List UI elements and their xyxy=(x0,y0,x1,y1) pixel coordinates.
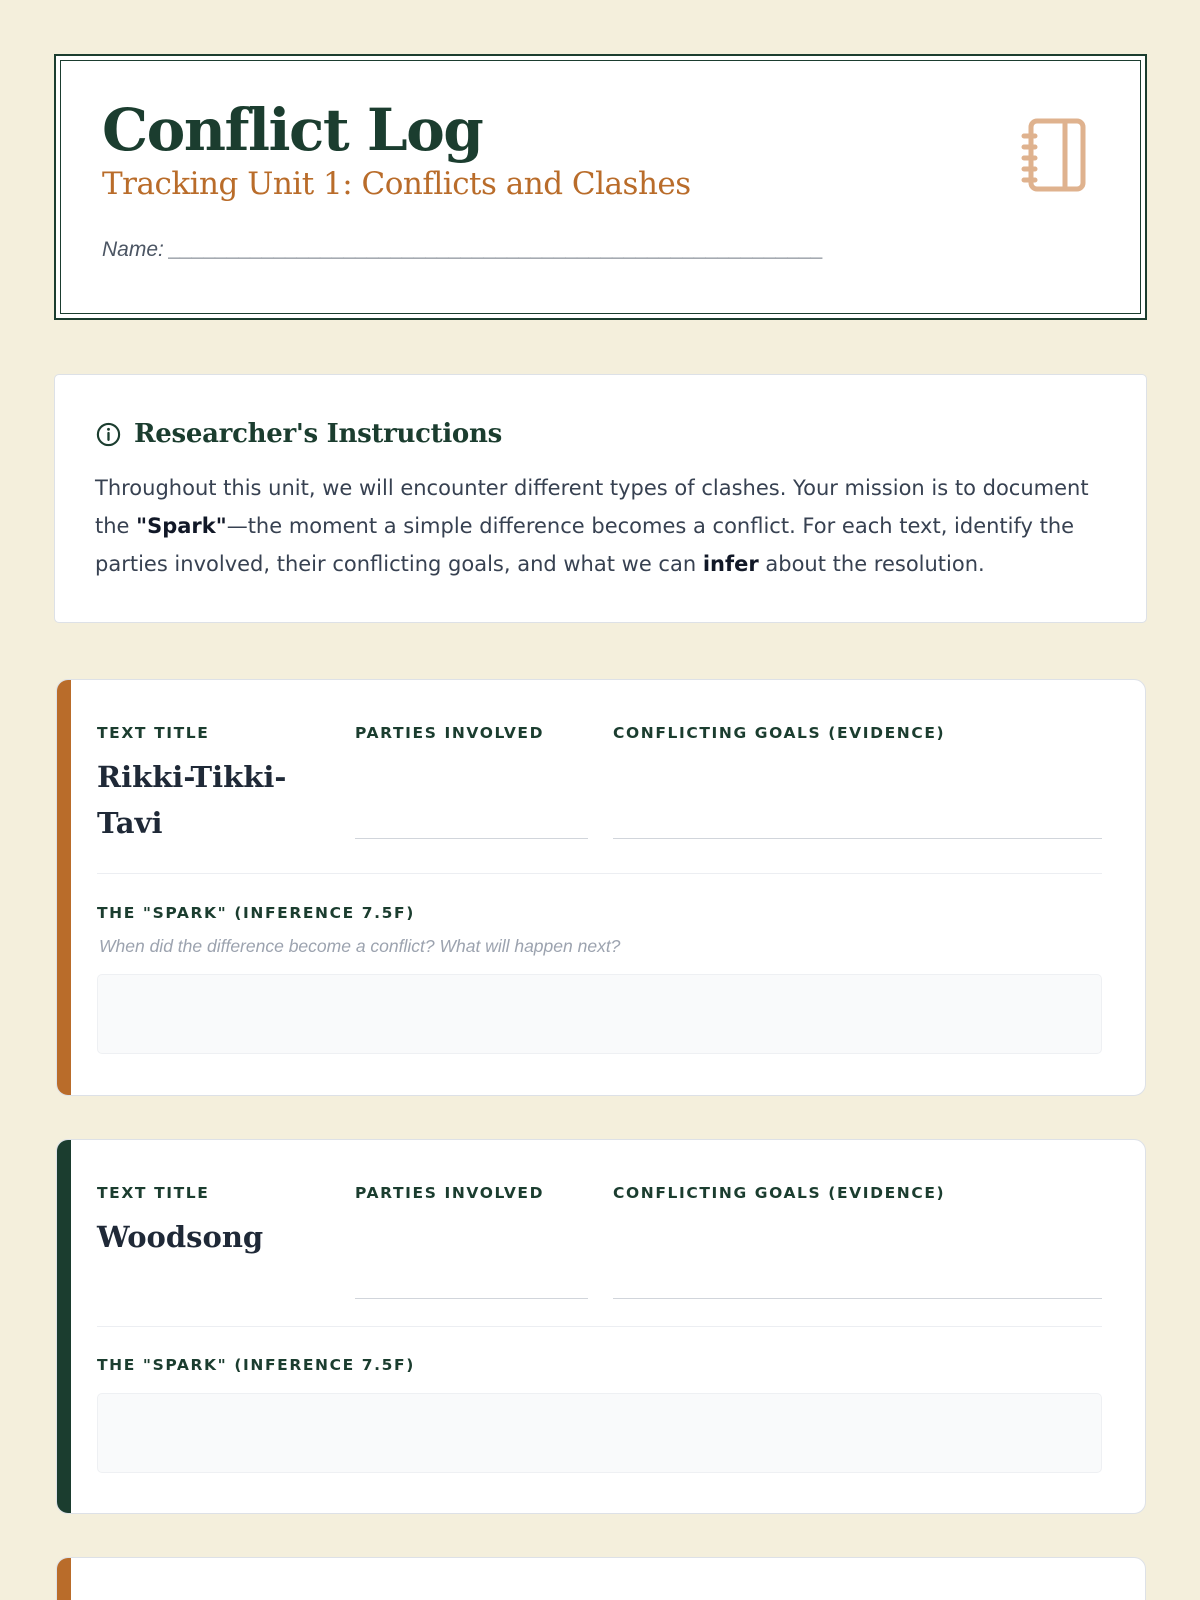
parties-label: PARTIES INVOLVED xyxy=(355,1184,545,1202)
entry-accent-bar xyxy=(57,1558,71,1600)
conflict-entry-card xyxy=(56,1139,1146,1514)
conflict-entry-card xyxy=(56,679,1146,1096)
spark-answer-box[interactable] xyxy=(97,974,1102,1054)
entry-divider xyxy=(97,873,1102,874)
text-title-label: TEXT TITLE xyxy=(97,724,210,742)
text-title-value: Woodsong xyxy=(97,1220,264,1254)
instructions-title: Researcher's Instructions xyxy=(134,419,502,449)
spark-term: "Spark" xyxy=(136,514,227,538)
spark-label: THE "SPARK" (INFERENCE 7.5F) xyxy=(97,904,415,922)
page-subtitle: Tracking Unit 1: Conflicts and Clashes xyxy=(102,166,691,202)
instructions-body: Throughout this unit, we will encounter different types of clashes. Your mission is to document the "Spark"—the moment a simple difference becomes a conflict. For each text, identify the parties involved, their conflicting goals, and what we can infer about the resolution. xyxy=(95,476,1089,576)
name-field[interactable]: Name: ________________________________________________________ xyxy=(102,238,824,261)
infer-term: infer xyxy=(702,552,759,576)
entry-accent-bar xyxy=(57,1140,71,1513)
notebook-icon xyxy=(1021,116,1091,196)
log-header xyxy=(54,54,1147,320)
instructions-panel xyxy=(54,374,1147,623)
conflict-entry-card xyxy=(56,1557,1146,1600)
spark-hint: When did the difference become a conflict? What will happen next? xyxy=(99,936,621,956)
entry-accent-bar xyxy=(57,680,71,1095)
goals-input[interactable] xyxy=(613,1298,1102,1299)
spark-answer-box[interactable] xyxy=(97,1393,1102,1473)
info-icon xyxy=(95,421,122,448)
goals-input[interactable] xyxy=(613,838,1102,839)
text-title-value: Rikki-Tikki-Tavi xyxy=(97,760,287,840)
parties-input[interactable] xyxy=(355,838,588,839)
instructions-heading xyxy=(95,419,502,449)
page-title: Conflict Log xyxy=(102,96,483,164)
text-title-label: TEXT TITLE xyxy=(97,1184,210,1202)
spark-label: THE "SPARK" (INFERENCE 7.5F) xyxy=(97,1356,415,1374)
goals-label: CONFLICTING GOALS (EVIDENCE) xyxy=(613,724,946,742)
parties-input[interactable] xyxy=(355,1298,588,1299)
goals-label: CONFLICTING GOALS (EVIDENCE) xyxy=(613,1184,946,1202)
parties-label: PARTIES INVOLVED xyxy=(355,724,545,742)
entry-divider xyxy=(97,1326,1102,1327)
